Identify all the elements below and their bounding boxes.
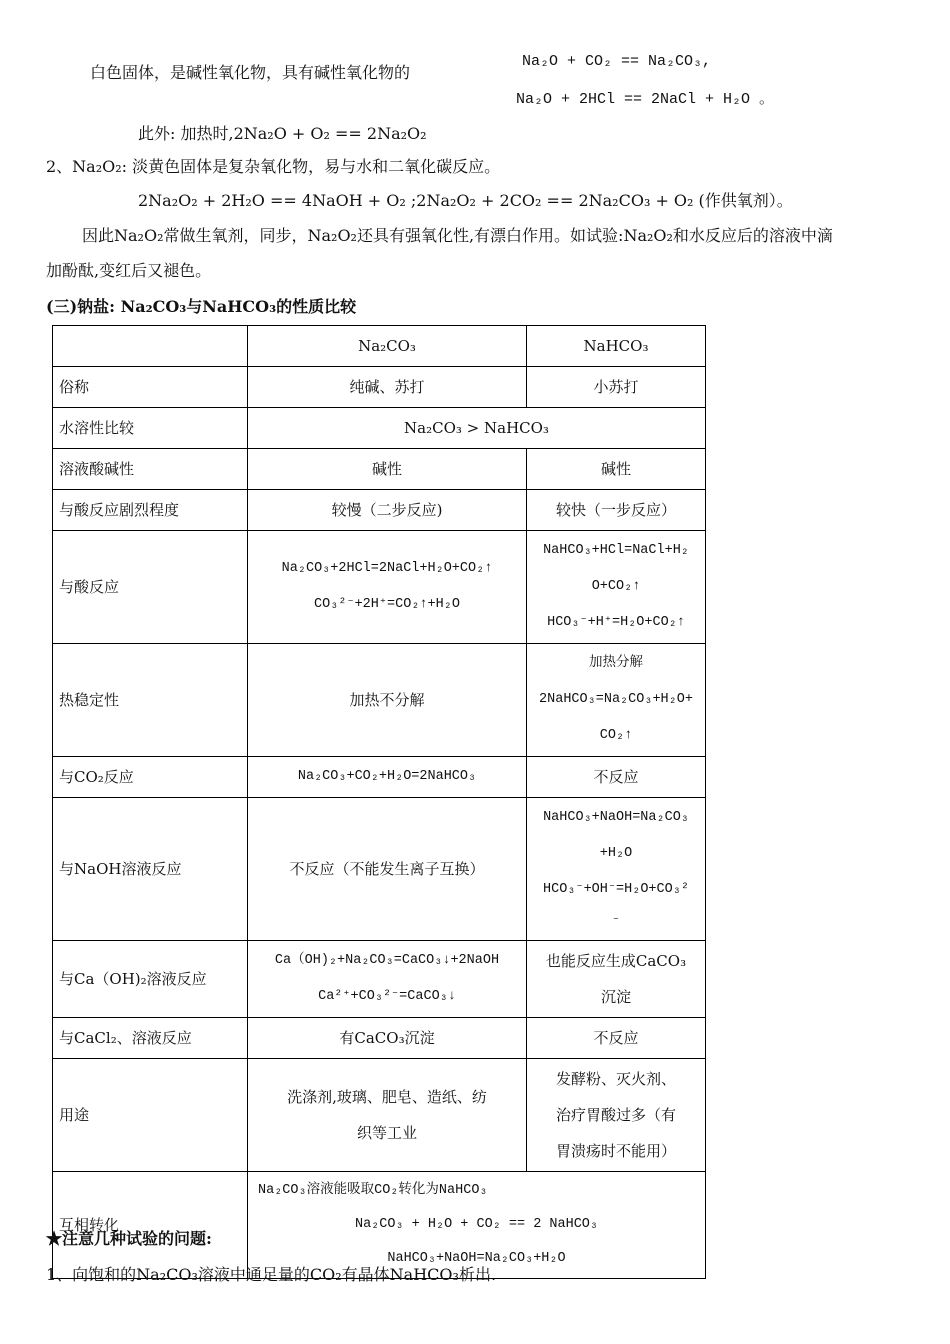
cell-nahco3: 不反应 — [527, 757, 706, 798]
row-label: 与酸反应剧烈程度 — [53, 490, 248, 531]
row-label: 溶液酸碱性 — [53, 449, 248, 490]
cell-line: 胃溃疡时不能用） — [555, 1142, 676, 1160]
na2o2-paragraph-line2: 加酚酞,变红后又褪色。 — [46, 261, 212, 280]
table-row — [53, 408, 706, 449]
row-label: 互相转化 — [53, 1172, 248, 1279]
cell-na2co3: Na₂CO₃+CO₂+H₂O=2NaHCO₃ — [248, 757, 527, 798]
cell-line: 织等工业 — [356, 1124, 417, 1142]
table-row — [53, 941, 706, 1018]
cell-na2co3: 纯碱、苏打 — [248, 367, 527, 408]
cell-nahco3 — [527, 798, 706, 941]
row-label: 与CaCl₂、溶液反应 — [53, 1018, 248, 1059]
section-title: (三)钠盐: Na₂CO₃与NaHCO₃的性质比较 — [46, 297, 357, 316]
notes-title: ★注意几种试验的问题: — [46, 1229, 212, 1248]
cell-nahco3 — [527, 644, 706, 757]
cell-line: Na₂CO₃ + H₂O + CO₂ == 2 NaHCO₃ — [354, 1217, 599, 1232]
table-row — [53, 757, 706, 798]
cell-na2co3 — [248, 941, 527, 1018]
cell-line: O+CO₂↑ — [591, 579, 641, 594]
table-row — [53, 531, 706, 644]
cell-line: 加热分解 — [589, 656, 643, 671]
cell-line: 发酵粉、灭火剂、 — [555, 1070, 676, 1088]
cell-line: 洗涤剂,玻璃、肥皂、造纸、纺 — [287, 1088, 487, 1106]
cell-line: CO₃²⁻+2H⁺=CO₂↑+H₂O — [314, 597, 460, 612]
cell-na2co3: 加热不分解 — [248, 644, 527, 757]
table-row — [53, 644, 706, 757]
table-row — [53, 490, 706, 531]
cell-line: Na₂CO₃溶液能吸取CO₂转化为NaHCO₃ — [258, 1183, 488, 1198]
cell-line: CO₂↑ — [599, 728, 633, 743]
header-cell-na2co3: Na₂CO₃ — [248, 326, 527, 367]
note-item: 1、向饱和的Na₂CO₃溶液中通足量的CO₂有晶体NaHCO₃析出. — [46, 1265, 497, 1284]
cell-line: 沉淀 — [600, 988, 631, 1006]
cell-line: Na₂CO₃+2HCl=2NaCl+H₂O+CO₂↑ — [281, 561, 493, 576]
equation-na2o-co2: Na₂O + CO₂ == Na₂CO₃, — [522, 53, 712, 70]
cell-line: Ca²⁺+CO₃²⁻=CaCO₃↓ — [318, 989, 456, 1004]
cell-na2co3: 不反应（不能发生离子互换） — [248, 798, 527, 941]
cell-line: HCO₃⁻+H⁺=H₂O+CO₂↑ — [547, 615, 685, 630]
row-label: 与Ca（OH)₂溶液反应 — [53, 941, 248, 1018]
table-row — [53, 798, 706, 941]
cell-line: NaHCO₃+HCl=NaCl+H₂ — [543, 543, 689, 558]
na2o2-equations: 2Na₂O₂ + 2H₂O == 4NaOH + O₂ ;2Na₂O₂ + 2CO₂ == 2Na₂CO₃ + O₂ (作供氧剂）。 — [138, 191, 793, 210]
table-row — [53, 367, 706, 408]
cell-line: HCO₃⁻+OH⁻=H₂O+CO₃² — [543, 882, 689, 897]
row-label: 与CO₂反应 — [53, 757, 248, 798]
table-row — [53, 1059, 706, 1172]
row-label: 用途 — [53, 1059, 248, 1172]
header-cell-empty — [53, 326, 248, 367]
row-label: 俗称 — [53, 367, 248, 408]
na2o2-paragraph-line1: 因此Na₂O₂常做生氧剂，同步，Na₂O₂还具有强氧化性,有漂白作用。如试验:Na₂O₂和水反应后的溶液中滴 — [82, 226, 833, 245]
intro-text-line1: 白色固体，是碱性氧化物，具有碱性氧化物的 — [90, 63, 411, 82]
na2o2-heading: 2、Na₂O₂: 淡黄色固体是复杂氧化物，易与水和二氧化碳反应。 — [46, 157, 501, 176]
cell-line: 治疗胃酸过多（有 — [555, 1106, 676, 1124]
table-header-row — [53, 326, 706, 367]
cell-na2co3: 碱性 — [248, 449, 527, 490]
cell-nahco3: 较快（一步反应） — [527, 490, 706, 531]
row-label: 水溶性比较 — [53, 408, 248, 449]
cell-line: NaHCO₃+NaOH=Na₂CO₃+H₂O — [387, 1251, 566, 1266]
cell-nahco3: 小苏打 — [527, 367, 706, 408]
cell-nahco3: 不反应 — [527, 1018, 706, 1059]
cell-na2co3 — [248, 531, 527, 644]
row-label: 与NaOH溶液反应 — [53, 798, 248, 941]
intro-extra-line: 此外: 加热时,2Na₂O + O₂ == 2Na₂O₂ — [138, 124, 427, 143]
table-row — [53, 1018, 706, 1059]
cell-na2co3: 有CaCO₃沉淀 — [248, 1018, 527, 1059]
row-label: 热稳定性 — [53, 644, 248, 757]
cell-line: NaHCO₃+NaOH=Na₂CO₃ — [543, 810, 689, 825]
cell-line: Ca（OH)₂+Na₂CO₃=CaCO₃↓+2NaOH — [274, 953, 500, 968]
cell-line: +H₂O — [599, 846, 633, 861]
header-cell-nahco3: NaHCO₃ — [527, 326, 706, 367]
comparison-table — [52, 325, 706, 1279]
cell-nahco3: 碱性 — [527, 449, 706, 490]
row-label: 与酸反应 — [53, 531, 248, 644]
cell-na2co3 — [248, 1059, 527, 1172]
cell-line: 2NaHCO₃=Na₂CO₃+H₂O+ — [539, 692, 693, 707]
table-row — [53, 449, 706, 490]
cell-na2co3: 较慢（二步反应) — [248, 490, 527, 531]
cell-line: 也能反应生成CaCO₃ — [545, 952, 687, 970]
cell-nahco3 — [527, 941, 706, 1018]
cell-line: ⁻ — [611, 915, 621, 930]
cell-nahco3 — [527, 531, 706, 644]
cell-nahco3 — [527, 1059, 706, 1172]
cell-merged: Na₂CO₃ > NaHCO₃ — [248, 408, 706, 449]
equation-na2o-hcl: Na₂O + 2HCl == 2NaCl + H₂O 。 — [516, 91, 775, 108]
